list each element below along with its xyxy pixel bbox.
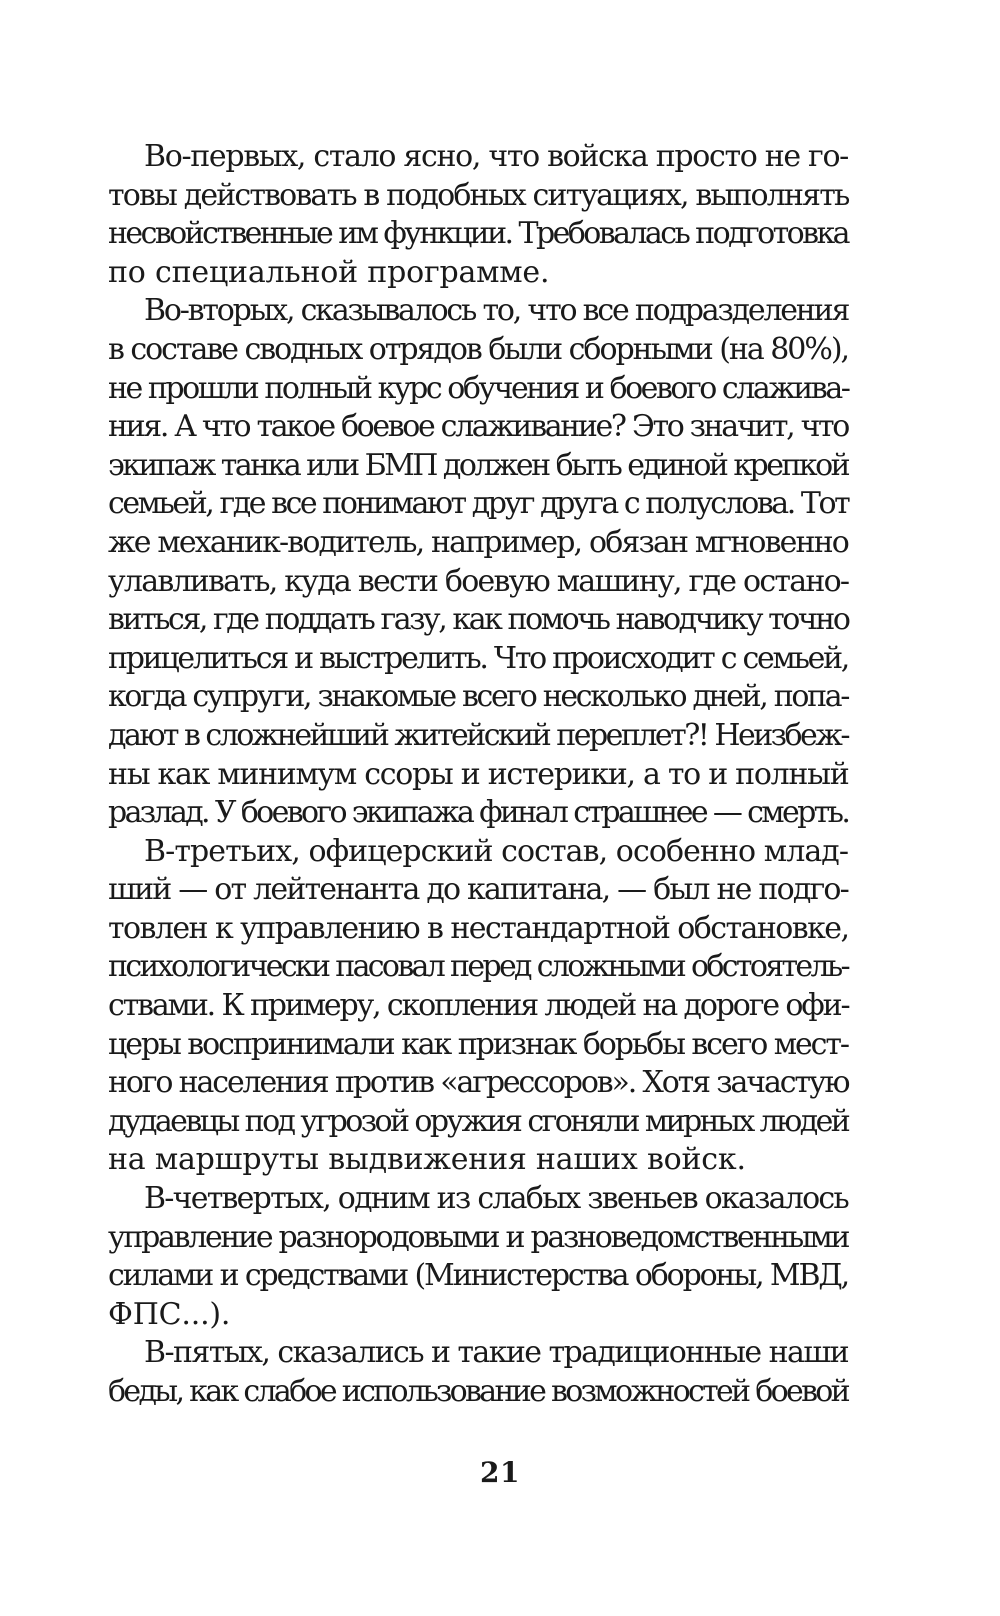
text-line: дудаевцы под угрозой оружия сгоняли мирных людей bbox=[108, 1103, 849, 1139]
text-line: беды, как слабое использование возможностей боевой bbox=[108, 1374, 848, 1409]
text-line: дают в сложнейший житейский переплет?! Неизбеж- bbox=[108, 717, 848, 753]
text-line: ного населения против «агрессоров». Хотя зачастую bbox=[108, 1065, 849, 1101]
text-line: Во-вторых, сказывалось то, что все подразделения bbox=[144, 293, 849, 329]
text-line: ФПС...). bbox=[108, 1296, 231, 1332]
page-number: 21 bbox=[480, 1456, 520, 1489]
text-line: товлен к управлению в нестандартной обстановке, bbox=[108, 910, 849, 946]
text-line: ший — от лейтенанта до капитана, — был не подго- bbox=[108, 872, 848, 908]
text-line: по специальной программе. bbox=[108, 254, 550, 290]
text-line: В-пятых, сказались и такие традиционные наши bbox=[144, 1335, 848, 1371]
text-line: ны как минимум ссоры и истерики, а то и полный bbox=[108, 756, 849, 792]
text-line: В-четвертых, одним из слабых звеньев оказалось bbox=[144, 1181, 848, 1217]
paragraph-3 bbox=[108, 833, 848, 1180]
text-line: силами и средствами (Министерства обороны, МВД, bbox=[108, 1258, 848, 1294]
text-line: не прошли полный курс обучения и боевого слажива- bbox=[108, 370, 849, 406]
paragraph-5 bbox=[108, 1334, 848, 1411]
text-line: в составе сводных отрядов были сборными (на 80%), bbox=[108, 331, 848, 367]
text-line: прицелиться и выстрелить. Что происходит с семьей, bbox=[108, 640, 849, 676]
text-line: когда супруги, знакомые всего несколько дней, попа- bbox=[108, 679, 849, 715]
text-line: на маршруты выдвижения наших войск. bbox=[108, 1142, 746, 1178]
text-line: экипаж танка или БМП должен быть единой крепкой bbox=[108, 447, 849, 483]
text-line: разлад. У боевого экипажа финал страшнее — смерть. bbox=[108, 795, 849, 831]
body-text bbox=[108, 138, 848, 1412]
text-line: несвойственные им функции. Требовалась подготовка bbox=[108, 216, 848, 252]
text-line: улавливать, куда вести боевую машину, где остано- bbox=[108, 563, 849, 599]
text-line: же механик-водитель, например, обязан мгновенно bbox=[108, 524, 848, 560]
paragraph-4 bbox=[108, 1180, 848, 1334]
text-line: церы воспринимали как признак борьбы всего мест- bbox=[108, 1026, 848, 1062]
text-line: семьей, где все понимают друг друга с полуслова. Тот bbox=[108, 486, 849, 522]
text-line: психологически пасовал перед сложными обстоятель- bbox=[108, 949, 848, 985]
text-line: ния. А что такое боевое слаживание? Это значит, что bbox=[108, 409, 848, 445]
text-line: ствами. К примеру, скопления людей на дороге офи- bbox=[108, 988, 849, 1024]
paragraph-1 bbox=[108, 138, 848, 292]
text-line: виться, где поддать газу, как помочь наводчику точно bbox=[108, 602, 849, 638]
text-line: управление разнородовыми и разноведомственными bbox=[108, 1219, 849, 1255]
text-line: товы действовать в подобных ситуациях, выполнять bbox=[108, 177, 849, 213]
text-line: В-третьих, офицерский состав, особенно млад- bbox=[144, 833, 849, 869]
text-line: Во-первых, стало ясно, что войска просто не го- bbox=[144, 139, 848, 174]
paragraph-2 bbox=[108, 292, 848, 832]
